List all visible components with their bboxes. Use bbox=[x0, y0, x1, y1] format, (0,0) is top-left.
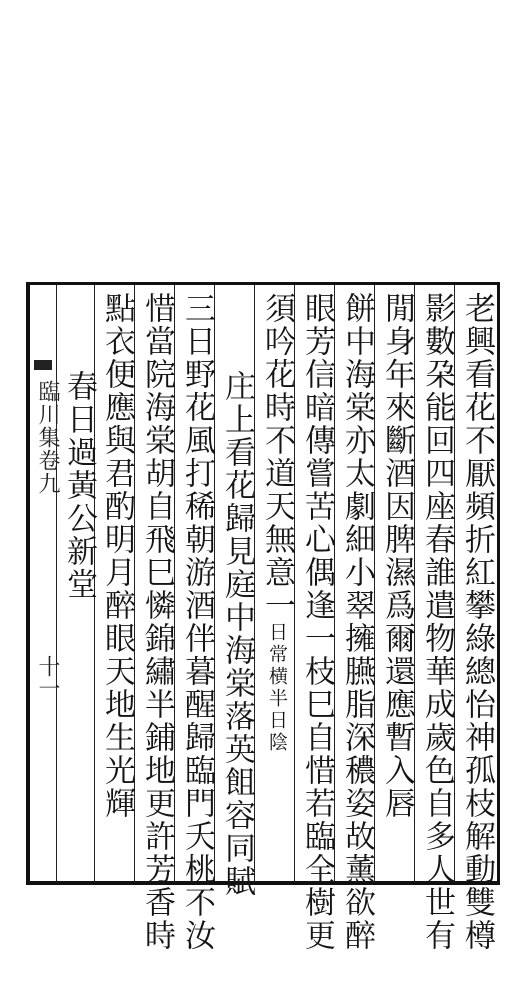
verse-text: 須吟花時不道天無意一 bbox=[259, 292, 295, 622]
text-column: 影數朶能回四座春誰遣物華成歲色自多人世有 bbox=[419, 292, 455, 952]
fold-strip bbox=[32, 290, 60, 878]
poem-title: 春日過黃公新堂 bbox=[61, 370, 97, 601]
text-column: 點衣便應與君酌明月醉眼天地生光輝 bbox=[99, 292, 135, 820]
text-column: 惜當院海棠胡自飛巳憐錦繡半鋪地更許芳香時 bbox=[139, 292, 175, 952]
column-rule bbox=[56, 285, 57, 882]
fish-tail-mark bbox=[34, 360, 52, 370]
text-column: 三日野花風打稀朝游酒伴暮醒歸臨門夭桃不汝 bbox=[179, 292, 215, 952]
volume-title: 臨川集卷九 bbox=[35, 380, 60, 495]
annotation-note: 日常横半日陰 bbox=[266, 622, 288, 754]
page-number: 十一 bbox=[35, 655, 60, 699]
text-column: 餅中海棠亦太劇細小翠擁臙脂深穠姿故薰欲醉 bbox=[339, 292, 375, 952]
text-column: 眼芳信暗傳嘗苦心偶逢一枝巳自惜若臨全樹更 bbox=[299, 292, 335, 952]
text-column bbox=[259, 292, 295, 754]
text-column: 閒身年來斷酒因脾濕爲爾還應暫入唇 bbox=[379, 292, 415, 820]
text-column: 老興看花不厭頻折紅攀綠總怡神孤枝解動雙樽 bbox=[459, 292, 495, 952]
poem-title: 庄上看花歸見庭中海棠落英飷容同賦 bbox=[219, 370, 255, 898]
